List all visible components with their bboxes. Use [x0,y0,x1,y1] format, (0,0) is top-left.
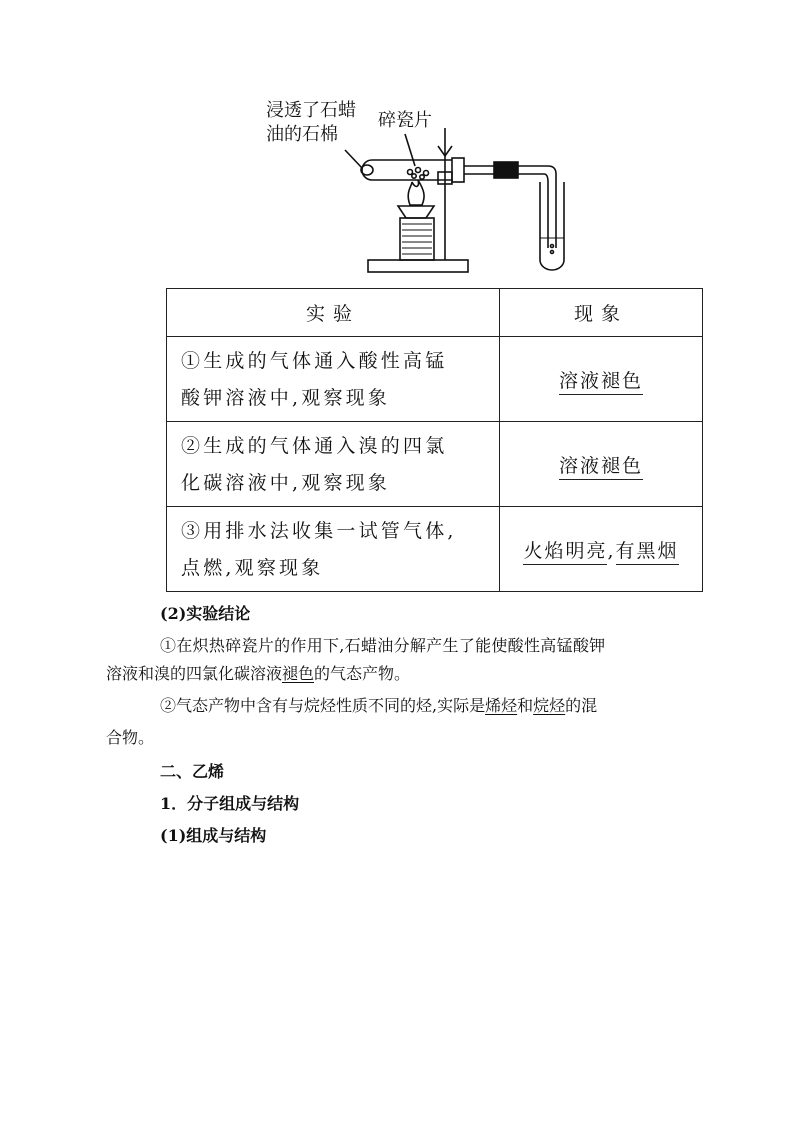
experiment-line: ①生成的气体通入酸性高锰 [181,350,448,372]
answer-blank: 溶液褪色 [559,455,643,480]
table-row [167,422,703,507]
flame [408,180,424,205]
rubber-tube [494,162,518,178]
label-asbestos-line1: 浸透了石蜡 [266,100,356,121]
conclusion-heading: (2)实验结论 [160,604,251,623]
stand-base [368,260,468,272]
experiment-cell [167,507,500,592]
text-run: 的气态产物。 [314,664,411,683]
answer-underline: 烷烃 [533,696,566,715]
answer-blank: 火焰明亮 [523,540,607,565]
experiment-line: 酸钾溶液中,观察现象 [181,387,391,409]
stopper [452,158,464,182]
experiment-cell [167,422,500,507]
experiment-cell [167,337,500,422]
phenomenon-cell [500,337,703,422]
section-heading: 二、乙烯 [160,762,225,781]
experiment-line: 点燃,观察现象 [181,557,324,579]
paragraph-1-line-1: ①在炽热碎瓷片的作用下,石蜡油分解产生了能使酸性高锰酸钾 [160,636,606,655]
experiment-line: ③用排水法收集一试管气体, [181,520,457,542]
burner-top [398,206,434,218]
leader-porcelain [405,134,415,166]
text-run: ②气态产物中含有与烷烃性质不同的烃,实际是 [160,696,486,715]
label-porcelain: 碎瓷片 [378,110,432,131]
header-phenomenon: 现象 [500,289,703,337]
experiment-line: 化碳溶液中,观察现象 [181,472,391,494]
paragraph-2-line-1 [160,694,597,718]
table-row [167,337,703,422]
header-experiment: 实验 [167,289,500,337]
text-run: 和 [517,696,534,715]
sub-heading: 1．分子组成与结构 [160,794,300,813]
table-header-row [167,289,703,337]
leader-asbestos [345,150,362,168]
text-run: 溶液和溴的四氯化碳溶液 [106,664,283,683]
collection-tube [540,182,564,270]
answer-underline: 烯烃 [485,696,518,715]
experiment-line: ②生成的气体通入溴的四氯 [181,435,448,457]
experiment-table [166,288,703,592]
phenomenon-cell [500,422,703,507]
sub-sub-heading: (1)组成与结构 [160,826,267,845]
separator: , [607,539,616,562]
phenomenon-cell [500,507,703,592]
apparatus-diagram [0,0,794,290]
label-asbestos-line2: 油的石棉 [266,124,338,145]
table-row [167,507,703,592]
answer-blank: 有黑烟 [616,540,679,565]
text-run: 的混 [565,696,598,715]
answer-underline: 褪色 [282,664,315,683]
paragraph-1-line-2 [106,662,410,686]
paragraph-2-line-2: 合物。 [106,728,155,747]
answer-blank: 溶液褪色 [559,370,643,395]
